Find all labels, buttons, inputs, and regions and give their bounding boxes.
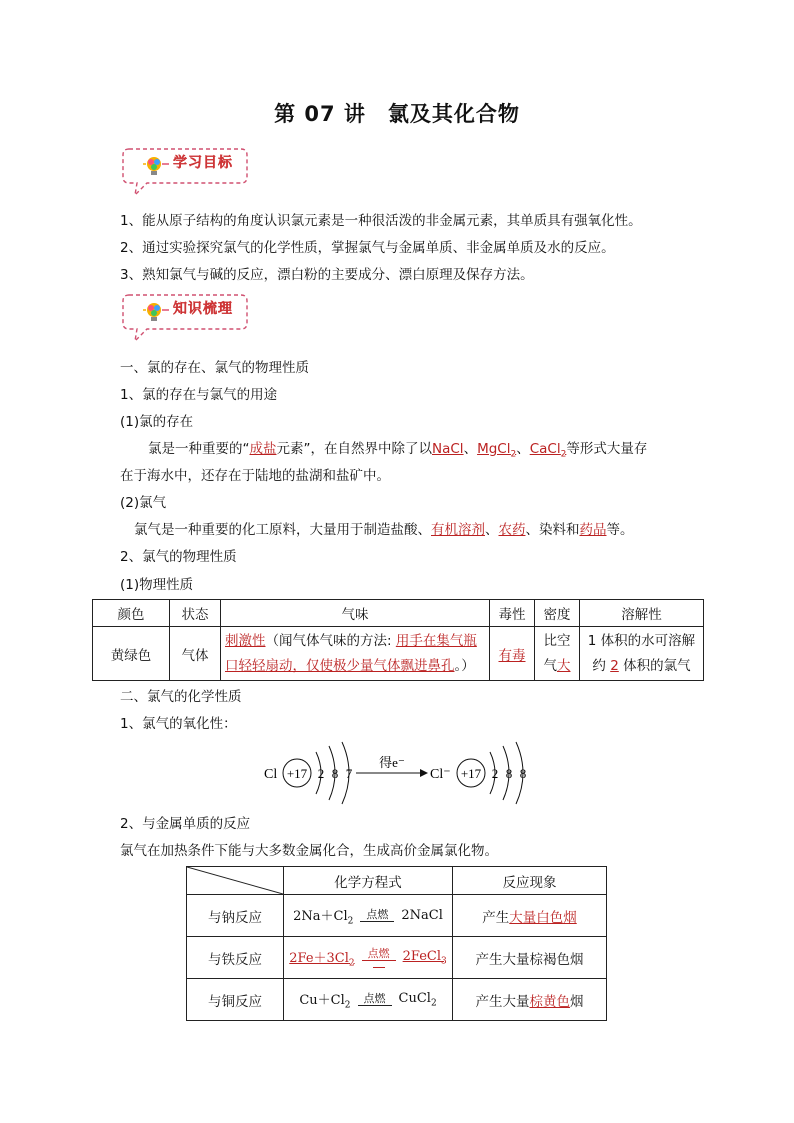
- cl-ion-symbol: Cl⁻: [430, 767, 451, 782]
- badge-label: 知识梳理: [173, 301, 233, 317]
- subsection-heading: 1、氯气的氧化性：: [120, 716, 237, 732]
- subheading: (1)氯的存在: [120, 414, 194, 430]
- answer-blank: CaCl$_2$: [529, 441, 567, 460]
- table-header-row: 颜色 状态 气味 毒性 密度 溶解性: [93, 600, 704, 627]
- table-header-row: 化学方程式 反应现象: [187, 867, 607, 895]
- shell-count: 7: [345, 766, 353, 781]
- shell-count: 2: [317, 766, 325, 781]
- answer-blank: NaCl: [432, 441, 464, 457]
- table-row: 黄绿色 气体 刺激性（闻气体气味的方法: 用手在集气瓶 口轻轻扇动，仅使极少量气体飘进鼻孔。） 有毒 比空 气大 1 体积的水可溶解 约 2 体积的氯气: [93, 627, 704, 681]
- subsection-heading: 2、与金属单质的反应: [120, 816, 251, 832]
- diagonal-cell: [187, 867, 284, 895]
- learning-goals-badge: [121, 145, 249, 185]
- answer-blank: 有机溶剂: [431, 522, 485, 538]
- nucleus-charge: +17: [460, 766, 482, 781]
- paragraph: 氯气在加热条件下能与大多数金属化合，生成高价金属氯化物。: [120, 843, 498, 859]
- arrow-head-icon: [420, 769, 428, 777]
- shell-count: 8: [331, 766, 339, 781]
- answer-blank: 农药: [498, 522, 526, 538]
- cl-symbol: Cl: [264, 767, 278, 782]
- subheading: (1)物理性质: [120, 577, 194, 593]
- paragraph-line: 在于海水中，还存在于陆地的盐湖和盐矿中。: [120, 468, 390, 484]
- table-row: 与铁反应 $2Fe+3Cl_2$ 点燃 2FeCl$_3$ 产生大量棕褐色烟: [187, 937, 607, 979]
- section-heading: 一、氯的存在、氯气的物理性质: [120, 360, 309, 376]
- answer-blank: MgCl$_2$: [477, 441, 517, 460]
- arrow-label: 得e⁻: [379, 755, 405, 770]
- subheading: (2)氯气: [120, 495, 167, 511]
- page-title: 第 07 讲 氯及其化合物: [274, 102, 520, 126]
- answer-blank: 药品: [579, 522, 607, 538]
- nucleus-charge: +17: [286, 766, 308, 781]
- paragraph-chlorine-uses: 氯气是一种重要的化工原料，大量用于制造盐酸、有机溶剂、农药、染料和药品等。: [134, 522, 634, 538]
- physical-properties-table: [92, 599, 704, 681]
- chemical-equation: $Cu+Cl_2$ 点燃 CuCl$_2$: [299, 990, 437, 1011]
- section-heading: 二、氯气的化学性质: [120, 689, 242, 705]
- chemical-equation: $2Na+Cl_2$ 点燃 2NaCl: [293, 908, 443, 927]
- badge-label: 学习目标: [173, 155, 233, 171]
- knowledge-badge: [121, 291, 249, 331]
- shell-count: 2: [491, 766, 499, 781]
- subsection-heading: 2、氯气的物理性质: [120, 549, 237, 565]
- metal-reactions-table: [186, 866, 607, 1021]
- goal-3: 3、熟知氯气与碱的反应，漂白粉的主要成分、漂白原理及保存方法。: [120, 267, 534, 283]
- shell-count: 8: [519, 766, 527, 781]
- chemical-equation: $2Fe+3Cl_2$ 点燃 2FeCl$_3$: [289, 946, 447, 969]
- shell-count: 8: [505, 766, 513, 781]
- goal-2: 2、通过实验探究氯气的化学性质，掌握氯气与金属单质、非金属单质及水的反应。: [120, 240, 615, 256]
- table-row: 与钠反应 $2Na+Cl_2$ 点燃 2NaCl 产生大量白色烟: [187, 895, 607, 937]
- atom-structure-diagram: [262, 740, 542, 810]
- goal-1: 1、能从原子结构的角度认识氯元素是一种很活泼的非金属元素，其单质具有强氧化性。: [120, 213, 642, 229]
- subsection-heading: 1、氯的存在与氯气的用途: [120, 387, 278, 403]
- answer-blank: 成盐: [249, 441, 277, 457]
- paragraph-chlorine-existence: 氯是一种重要的“成盐元素”，在自然界中除了以NaCl、MgCl$_2$、CaCl$_2$等形式大量存: [148, 441, 648, 460]
- table-row: 与铜反应 $Cu+Cl_2$ 点燃 CuCl$_2$ 产生大量棕黄色烟: [187, 979, 607, 1021]
